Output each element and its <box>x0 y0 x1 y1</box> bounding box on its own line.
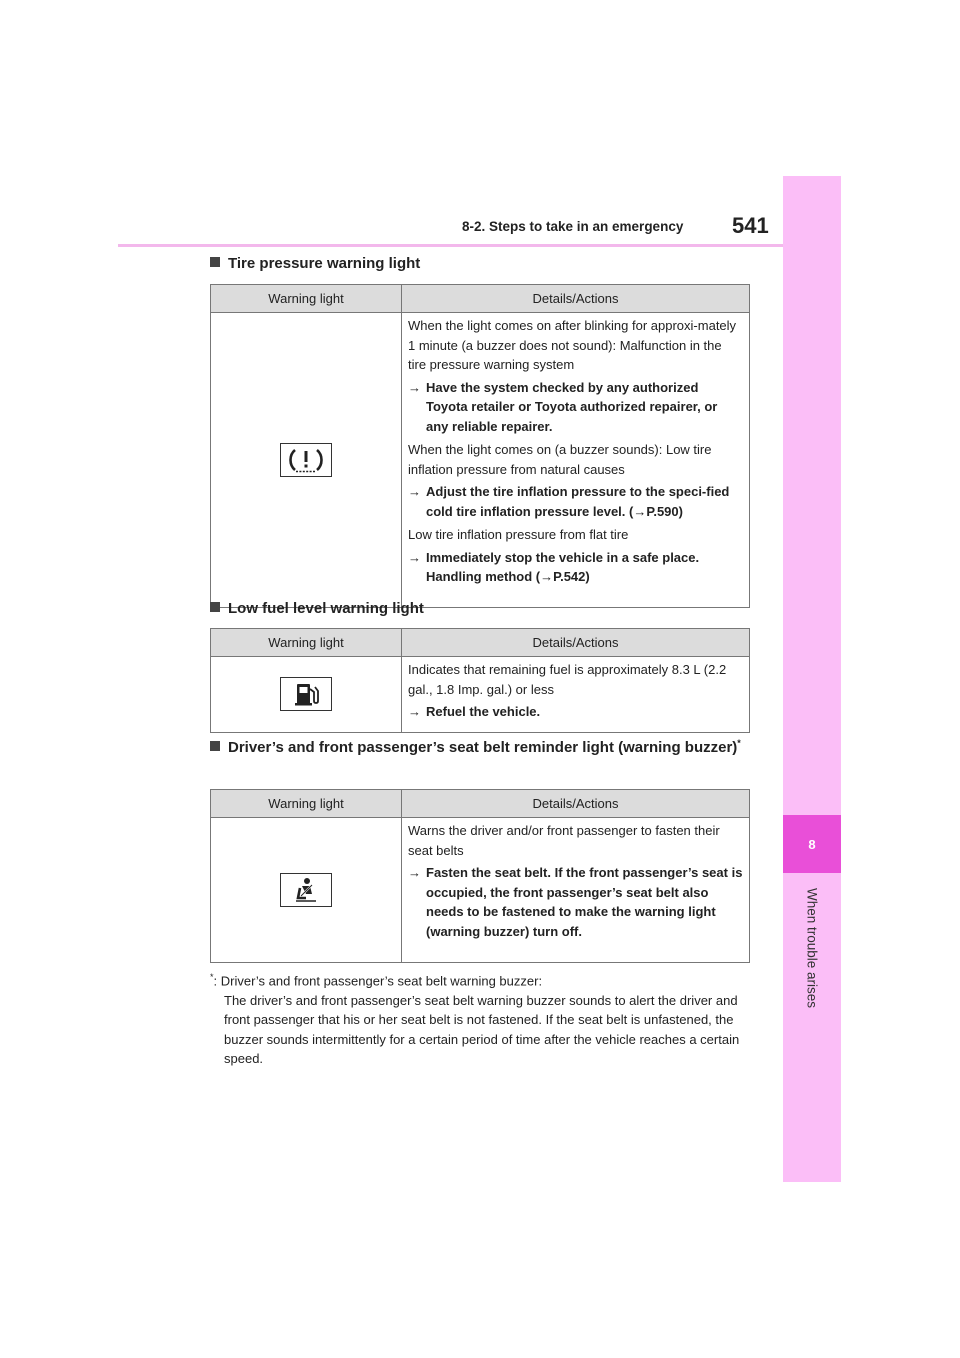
col-header-warning-light: Warning light <box>211 629 402 657</box>
icon-cell <box>211 313 402 608</box>
detail-text: Low tire inflation pressure from flat tire <box>408 527 629 542</box>
chapter-side-tab <box>783 176 841 1182</box>
section-heading-tire-pressure <box>210 251 750 277</box>
footnote-mark: * <box>210 972 214 982</box>
footnote <box>210 968 755 1069</box>
fuel-pump-icon <box>280 677 332 711</box>
detail-action <box>408 702 743 722</box>
detail-action <box>408 378 743 437</box>
heading-text: Driver’s and front passenger’s seat belt reminder light (warning buzzer) <box>228 739 738 756</box>
bullet-square-icon <box>210 741 220 751</box>
arrow-icon: → <box>408 865 421 880</box>
arrow-icon: → <box>408 704 421 719</box>
arrow-icon: → <box>408 484 421 499</box>
page-number: 541 <box>732 213 769 238</box>
icon-cell <box>211 657 402 733</box>
detail-text: When the light comes on (a buzzer sounds): Low tire inflation pressure from natural causes <box>408 442 712 477</box>
action-text: Adjust the tire inflation pressure to the speci-fied cold tire inflation pressure level. (→P.590) <box>426 484 730 519</box>
low-fuel-table <box>210 628 750 733</box>
details-cell <box>402 818 750 963</box>
chapter-title: When trouble arises <box>804 887 820 1009</box>
action-text: Fasten the seat belt. If the front passenger’s seat is occupied, the front passenger’s seat belt also needs to be fastened to make the warning light (warning buzzer) turn off. <box>426 865 743 939</box>
arrow-icon: → <box>408 379 421 395</box>
col-header-details: Details/Actions <box>402 629 750 657</box>
header-divider <box>118 244 783 247</box>
bullet-square-icon <box>210 602 220 612</box>
action-text: Have the system checked by any authorized Toyota retailer or Toyota authorized repairer, or any reliable repairer. <box>426 379 718 434</box>
col-header-details: Details/Actions <box>402 790 750 818</box>
detail-text: Warns the driver and/or front passenger to fasten their seat belts <box>408 823 720 858</box>
chapter-number-badge: 8 <box>783 815 841 873</box>
footnote-title: : Driver’s and front passenger’s seat belt warning buzzer: <box>213 973 543 989</box>
seat-belt-reminder-icon <box>280 873 332 907</box>
action-text: Refuel the vehicle. <box>426 704 541 719</box>
section-heading-low-fuel <box>210 596 750 622</box>
detail-action <box>408 482 743 521</box>
section-heading-seat-belt <box>210 730 750 761</box>
icon-cell <box>211 818 402 963</box>
action-text: Immediately stop the vehicle in a safe place. Handling method (→P.542) <box>426 549 700 584</box>
bullet-square-icon <box>210 257 220 267</box>
tire-pressure-table <box>210 284 750 608</box>
arrow-icon: → <box>408 549 421 565</box>
details-cell <box>402 657 750 733</box>
footnote-mark: * <box>737 738 741 748</box>
col-header-warning-light: Warning light <box>211 285 402 313</box>
footnote-body: The driver’s and front passenger’s seat belt warning buzzer sounds to alert the driver and front passenger that his or her seat belt is not fastened. If the seat belt is unfastened, the buzzer sounds intermittently for a certain period of time after the vehicle reaches a certain speed. <box>224 992 740 1067</box>
detail-action <box>408 548 743 587</box>
heading-text: Low fuel level warning light <box>228 600 424 617</box>
heading-text: Tire pressure warning light <box>228 255 421 272</box>
detail-action <box>408 863 743 941</box>
details-cell <box>402 313 750 608</box>
detail-text: When the light comes on after blinking for approxi-mately 1 minute (a buzzer does not sound): Malfunction in the tire pressure warning system <box>408 318 737 372</box>
col-header-details: Details/Actions <box>402 285 750 313</box>
tire-pressure-warning-icon <box>280 443 332 477</box>
seat-belt-table <box>210 789 750 963</box>
section-title: 8-2. Steps to take in an emergency <box>462 219 684 234</box>
col-header-warning-light: Warning light <box>211 790 402 818</box>
detail-text: Indicates that remaining fuel is approximately 8.3 L (2.2 gal., 1.8 Imp. gal.) or less <box>408 662 727 697</box>
